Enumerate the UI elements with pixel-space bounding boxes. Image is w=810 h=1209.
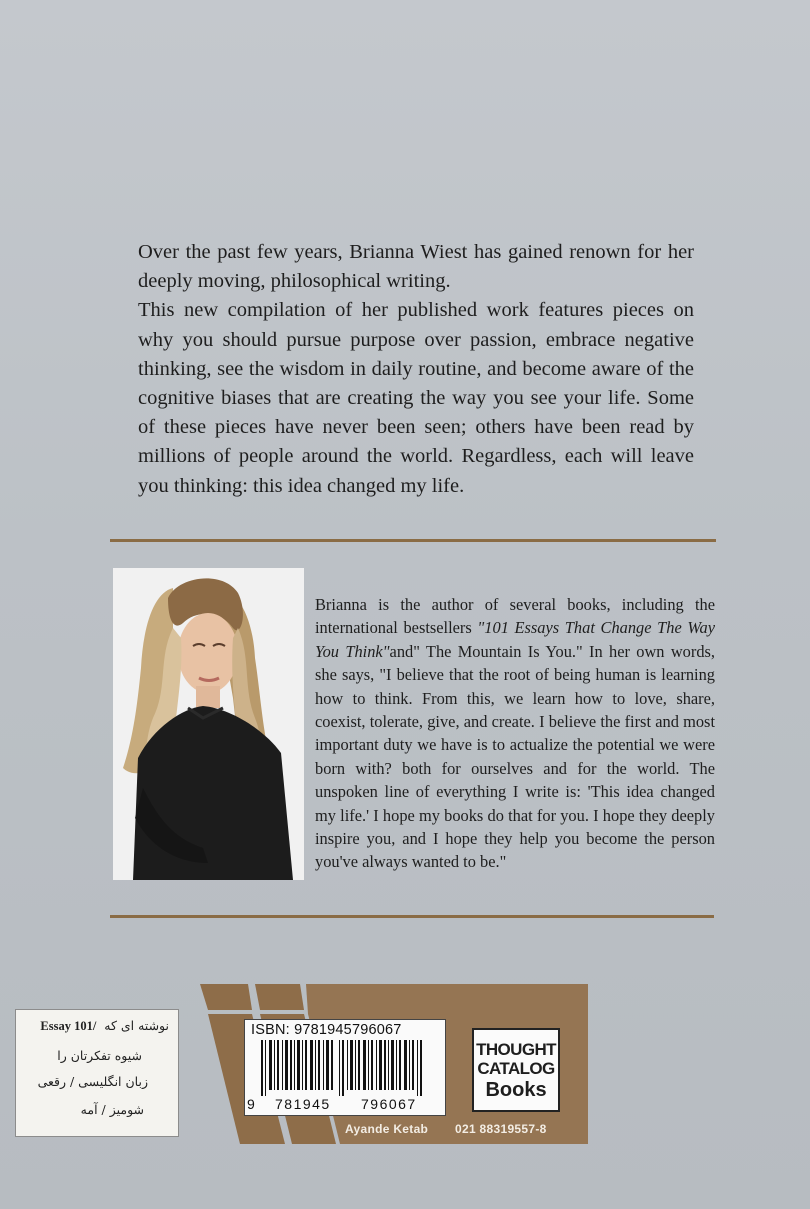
bio-book-title: "101 Essays That Change The Way You Think" xyxy=(315,618,716,661)
barcode-lead-digit: 9 xyxy=(247,1096,255,1112)
blurb-paragraph-2: This new compilation of her published work features pieces on why you should pursue purpose over passion, embrace negative thinking, see the wisdom in daily routine, and become aware of the cognitive biases that are creating the way you see your life. Some of these pieces have never been seen; others have been read by millions of people around the world. Regardless, each will leave you thinking: this idea changed my life. xyxy=(138,299,694,497)
book-blurb xyxy=(138,238,694,501)
label-line-1 xyxy=(40,1018,169,1034)
distributor-phone: 021 88319557-8 xyxy=(455,1122,547,1136)
author-photo xyxy=(113,568,304,880)
label-line-4: شومیز / آمه xyxy=(80,1102,144,1117)
logo-line-1: THOUGHT xyxy=(476,1040,556,1059)
label-line-1-rtl: نوشته ای که xyxy=(104,1018,169,1033)
isbn-text: ISBN: 9781945796067 xyxy=(251,1022,402,1038)
isbn-barcode-box xyxy=(244,1019,446,1116)
label-line-2: شیوه تفکرتان را xyxy=(57,1048,142,1063)
thought-catalog-logo xyxy=(472,1028,560,1112)
logo-line-3: Books xyxy=(485,1079,547,1101)
label-line-1-ltr: Essay 101/ xyxy=(40,1019,97,1033)
blurb-paragraph-1: Over the past few years, Brianna Wiest has gained renown for her deeply moving, philosophical writing. xyxy=(138,241,694,293)
distributor-name: Ayande Ketab xyxy=(345,1122,429,1136)
barcode-image xyxy=(251,1040,439,1096)
bio-text-1: Brianna is the author of several books, including the international bestsellers xyxy=(315,595,715,638)
barcode-digits-right: 796067 xyxy=(361,1096,417,1112)
bio-text-2: and" The Mountain Is You." In her own words, she says, "I believe that the root of being human is learning how to think. From this, we learn how to love, share, coexist, tolerate, give, and create. I believe the first and most important duty we have is to actualize the potential we were born with? both for ourselves and for the world. The unspoken line of everything I write is: 'This idea changed my life.' I hope my books do that for you. I hope they deeply inspire you, and I hope they help you become the person you've always wanted to be." xyxy=(315,641,715,872)
divider-top xyxy=(110,539,716,542)
barcode-digits-left: 781945 xyxy=(275,1096,331,1112)
label-line-3: زبان انگلیسی / رقعی xyxy=(37,1074,148,1089)
author-bio xyxy=(315,593,715,874)
store-label xyxy=(15,1009,179,1137)
logo-line-2: CATALOG xyxy=(477,1059,555,1078)
divider-bottom xyxy=(110,915,714,918)
